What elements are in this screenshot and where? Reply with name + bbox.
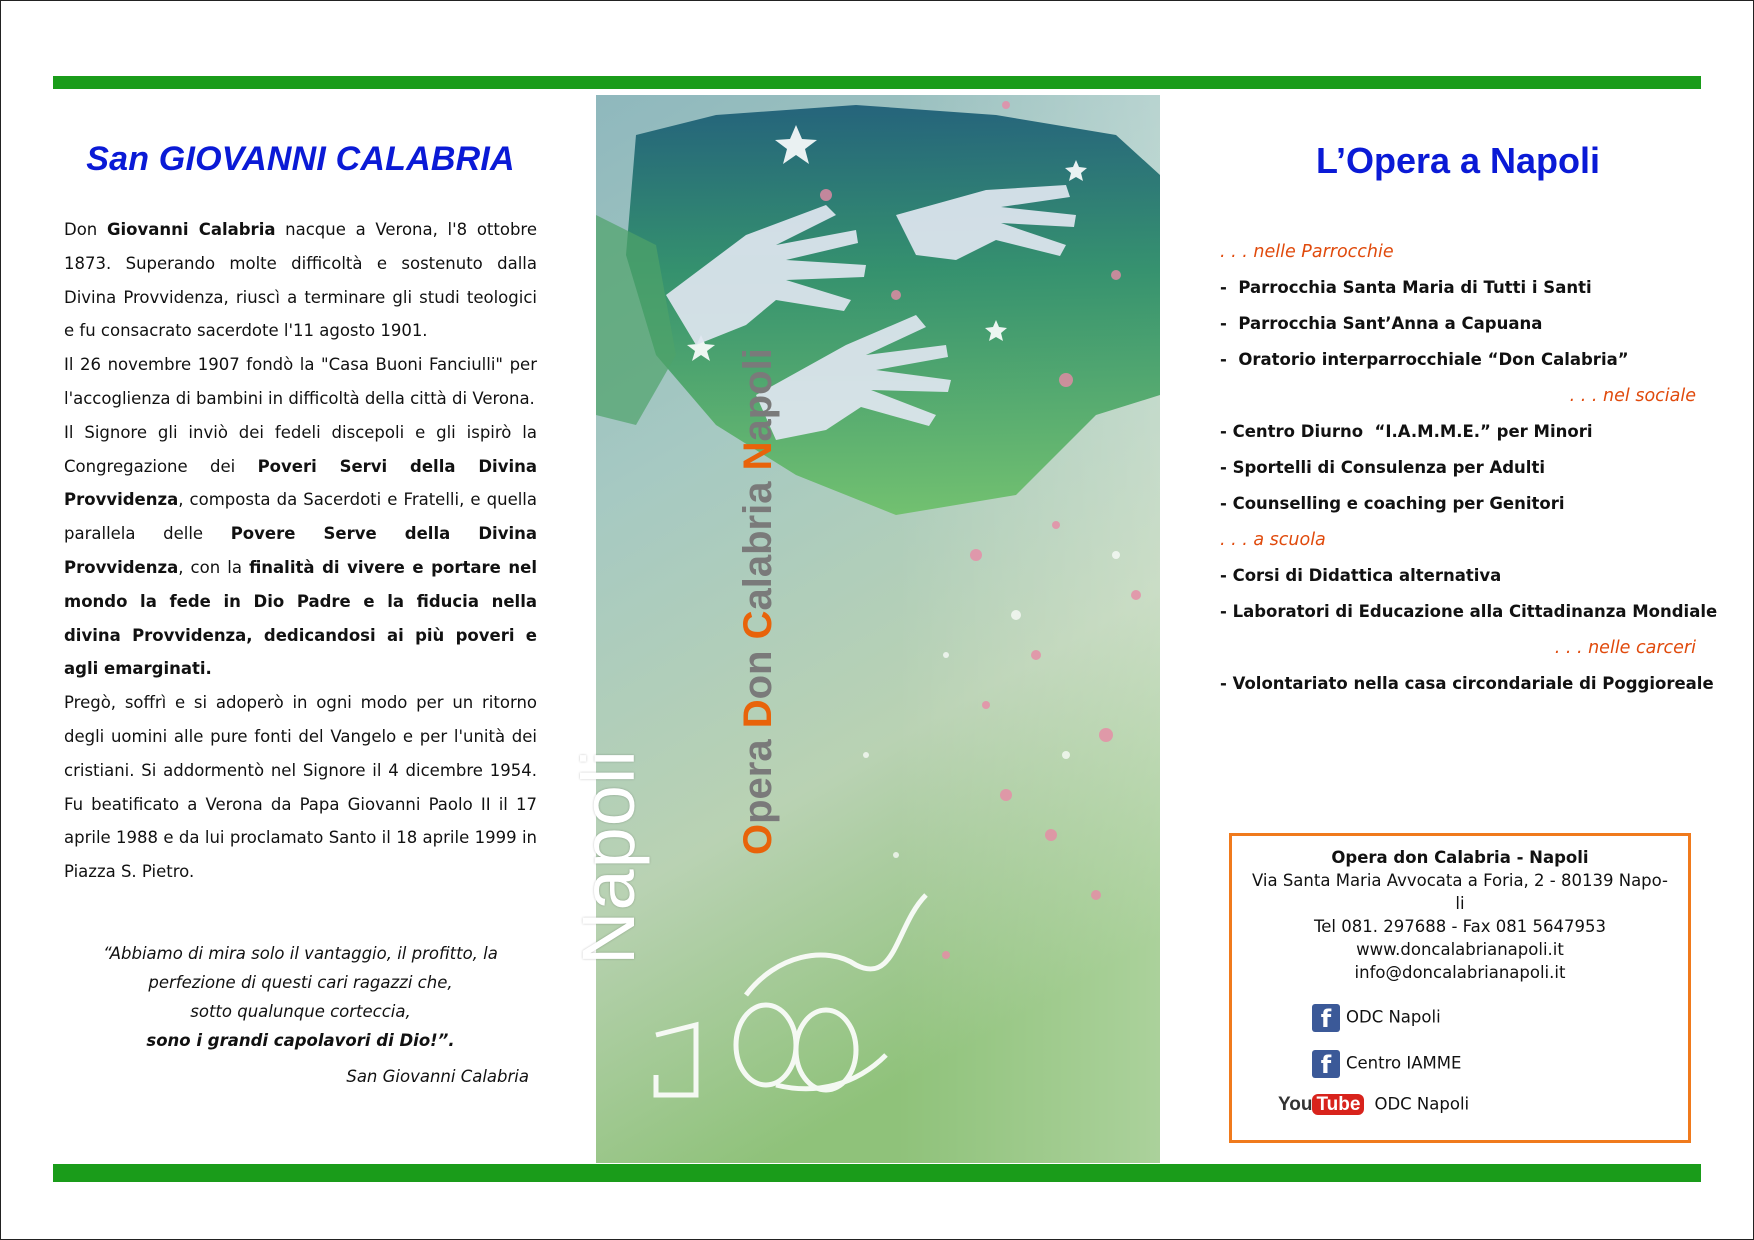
section-heading: . . . nelle Parrocchie bbox=[1220, 242, 1394, 262]
cover-organization-name bbox=[736, 348, 781, 855]
cover-artwork bbox=[596, 95, 1160, 1163]
contact-address-2: li bbox=[1455, 894, 1465, 913]
facebook-icon: f bbox=[1312, 1004, 1340, 1032]
cover-word: pera bbox=[736, 728, 780, 824]
biography-text bbox=[64, 213, 537, 889]
facebook-icon: f bbox=[1312, 1050, 1340, 1078]
contact-name: Opera don Calabria - Napoli bbox=[1331, 848, 1589, 867]
contact-phone: Tel 081. 297688 - Fax 081 5647953 bbox=[1314, 917, 1606, 936]
cover-initial: D bbox=[736, 699, 780, 729]
quote-line: “Abbiamo di mira solo il vantaggio, il profitto, la bbox=[103, 943, 498, 963]
cover-word: on bbox=[736, 639, 780, 700]
contact-email[interactable]: info@doncalabrianapoli.it bbox=[1354, 963, 1566, 982]
youtube-icon: You Tube bbox=[1278, 1094, 1364, 1116]
activity-item: - Parrocchia Santa Maria di Tutti i Santi bbox=[1220, 278, 1592, 297]
activity-item: - Laboratori di Educazione alla Cittadinanza Mondiale bbox=[1220, 602, 1718, 621]
cover-initial: C bbox=[736, 610, 780, 640]
bio-paragraph: Il 26 novembre 1907 fondò la "Casa Buoni Fanciulli" per l'accoglienza di bambini in difficoltà della città di Verona. bbox=[64, 355, 537, 408]
section-heading: . . . nelle carceri bbox=[1554, 638, 1696, 658]
cover-word: apoli bbox=[736, 348, 780, 442]
cover-illustration bbox=[567, 95, 1160, 1163]
quote-line: perfezione di questi cari ragazzi che, bbox=[148, 972, 453, 992]
quote-line: sono i grandi capolavori di Dio!”. bbox=[146, 1030, 455, 1050]
contact-address-1: Via Santa Maria Avvocata a Foria, 2 - 80139 Napo- bbox=[1251, 871, 1669, 890]
bottom-green-bar bbox=[53, 1164, 1701, 1182]
bio-paragraph: Pregò, soffrì e si adoperò in ogni modo per un ritorno degli uomini alle pure fonti del Vangelo e per l'unità dei cristiani. Si addormentò nel Signore il 4 dicembre 1954. Fu beatificato a Verona da Papa Giovanni Paolo II il 17 aprile 1988 e da lui proclamato Santo il 18 aprile 1999 in Piazza S. Pietro. bbox=[64, 693, 537, 882]
cover-word: alabria bbox=[736, 470, 780, 611]
activities-list bbox=[1220, 234, 1718, 702]
opera-title: L’Opera a Napoli bbox=[1315, 140, 1601, 181]
social-facebook-odc[interactable] bbox=[1312, 1004, 1441, 1032]
section-heading: . . . a scuola bbox=[1220, 530, 1326, 550]
contact-website[interactable]: www.doncalabrianapoli.it bbox=[1356, 940, 1564, 959]
activity-item: - Counselling e coaching per Genitori bbox=[1220, 494, 1565, 513]
social-facebook-iamme[interactable] bbox=[1312, 1050, 1461, 1078]
top-green-bar bbox=[53, 76, 1701, 89]
section-heading: . . . nel sociale bbox=[1569, 386, 1696, 406]
social-label: ODC Napoli bbox=[1374, 1094, 1470, 1114]
activity-item: - Sportelli di Consulenza per Adulti bbox=[1220, 458, 1546, 477]
right-panel bbox=[1220, 140, 1718, 702]
bio-paragraph: Don Giovanni Calabria nacque a Verona, l'8 ottobre 1873. Superando molte difficoltà e sostenuto dalla Divina Provvidenza, riuscì a terminare gli studi teologici e fu consacrato sacerdote l'11 agosto 1901. bbox=[64, 220, 537, 341]
activity-item: - Centro Diurno “I.A.M.M.E.” per Minori bbox=[1220, 422, 1593, 441]
quote-author: San Giovanni Calabria bbox=[346, 1066, 529, 1086]
cover-initial: N bbox=[736, 441, 780, 471]
social-label: Centro IAMME bbox=[1346, 1053, 1462, 1073]
bio-paragraph: Il Signore gli inviò dei fedeli discepoli e gli ispirò la Congregazione dei Poveri Servi della Divina Provvidenza, composta da Sacerdoti e Fratelli, e quella parallela delle Povere Serve della Divina Provvidenza, con la finalità di vivere e portare nel mondo la fede in Dio Padre e la fiducia nella divina Provvidenza, dedicandosi ai più poveri e agli emarginati. bbox=[64, 422, 537, 679]
cover-city: Napoli bbox=[567, 749, 650, 965]
saint-title: San GIOVANNI CALABRIA bbox=[86, 140, 515, 178]
quote-line: sotto qualunque corteccia, bbox=[190, 1001, 411, 1021]
activity-item: - Corsi di Didattica alternativa bbox=[1220, 566, 1502, 585]
social-youtube-odc[interactable] bbox=[1278, 1094, 1469, 1116]
social-label: ODC Napoli bbox=[1346, 1007, 1441, 1027]
left-panel bbox=[64, 140, 537, 1086]
saint-quote bbox=[64, 939, 537, 1055]
activity-item: - Volontariato nella casa circondariale di Poggioreale bbox=[1220, 674, 1714, 693]
activity-item: - Oratorio interparrocchiale “Don Calabria” bbox=[1220, 350, 1629, 369]
contact-box bbox=[1229, 833, 1691, 1143]
activity-item: - Parrocchia Sant’Anna a Capuana bbox=[1220, 314, 1543, 333]
cover-initial: O bbox=[736, 823, 780, 855]
